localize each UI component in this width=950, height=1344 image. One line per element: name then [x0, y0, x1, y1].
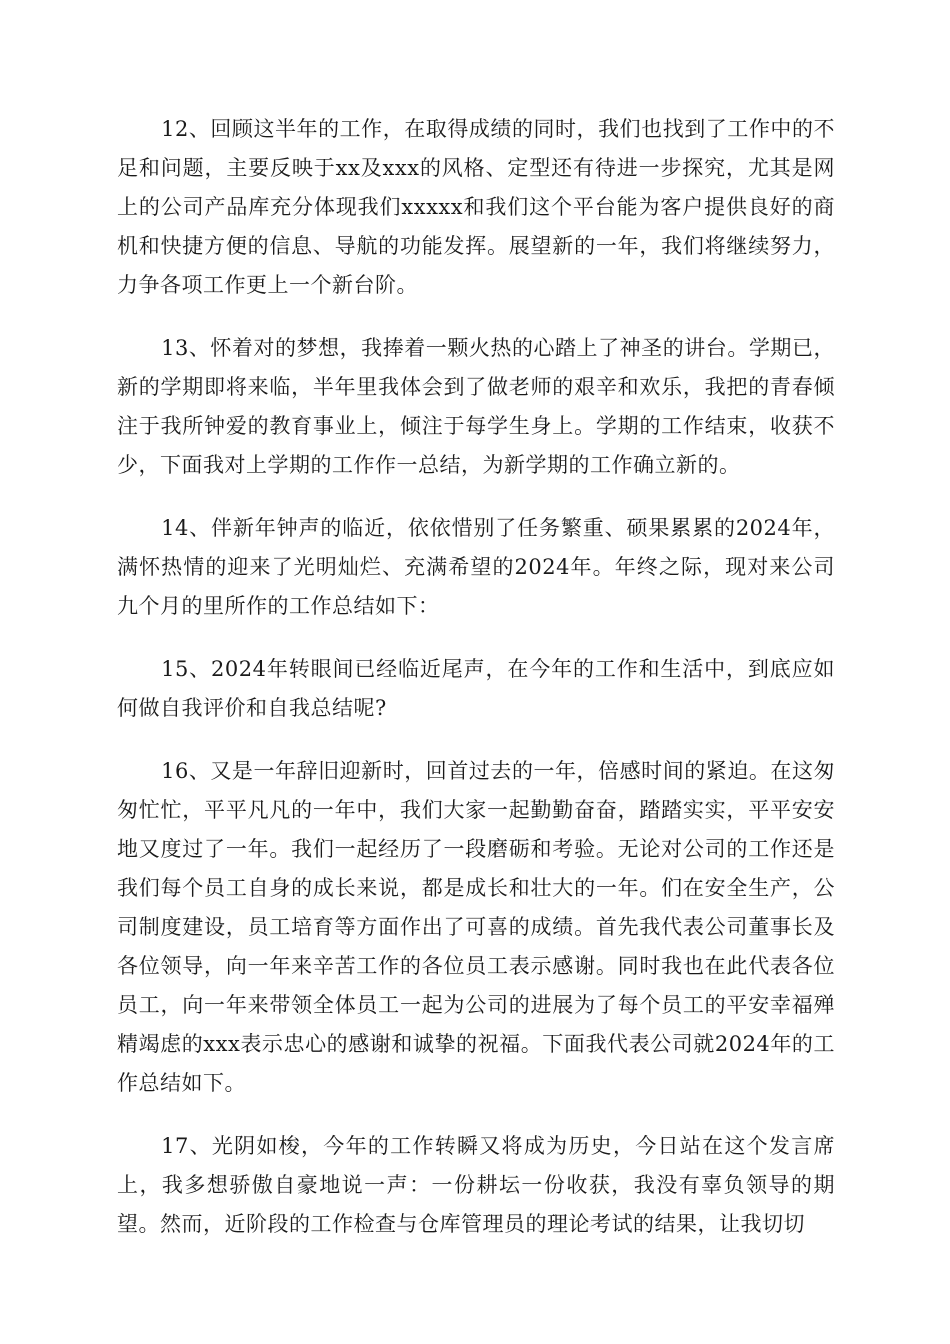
paragraph-13: 13、怀着对的梦想，我捧着一颗火热的心踏上了神圣的讲台。学期已，新的学期即将来临，半年里我体会到了做老师的艰辛和欢乐，我把的青春倾注于我所钟爱的教育事业上，倾注于每学生身上。学期的工作结束，收获不少，下面我对上学期的工作作一总结，为新学期的工作确立新的。	[117, 336, 835, 477]
paragraph-12: 12、回顾这半年的工作，在取得成绩的同时，我们也找到了工作中的不足和问题，主要反映于xx及xxx的风格、定型还有待进一步探究，尤其是网上的公司产品库充分体现我们xxxxx和我们这个平台能为客户提供良好的商机和快捷方便的信息、导航的功能发挥。展望新的一年，我们将继续努力，力争各项工作更上一个新台阶。	[117, 117, 835, 297]
paragraph-15: 15、2024年转眼间已经临近尾声，在今年的工作和生活中，到底应如何做自我评价和自我总结呢?	[117, 657, 835, 720]
paragraph-17: 17、光阴如梭，今年的工作转瞬又将成为历史，今日站在这个发言席上，我多想骄傲自豪地说一声：一份耕坛一份收获，我没有辜负领导的期望。然而，近阶段的工作检查与仓库管理员的理论考试的结果，让我切切	[117, 1134, 835, 1236]
paragraph-16: 16、又是一年辞旧迎新时，回首过去的一年，倍感时间的紧迫。在这匆匆忙忙，平平凡凡的一年中，我们大家一起勤勤奋奋，踏踏实实，平平安安地又度过了一年。我们一起经历了一段磨砺和考验。无论对公司的工作还是我们每个员工自身的成长来说，都是成长和壮大的一年。们在安全生产，公司制度建设，员工培育等方面作出了可喜的成绩。首先我代表公司董事长及各位领导，向一年来辛苦工作的各位员工表示感谢。同时我也在此代表各位员工，向一年来带领全体员工一起为公司的进展为了每个员工的平安幸福殚精竭虑的xxx表示忠心的感谢和诚挚的祝福。下面我代表公司就2024年的工作总结如下。	[117, 759, 835, 1095]
document-body	[117, 110, 835, 1268]
paragraph-14: 14、伴新年钟声的临近，依依惜别了任务繁重、硕果累累的2024年，满怀热情的迎来了光明灿烂、充满希望的2024年。年终之际，现对来公司九个月的里所作的工作总结如下：	[117, 516, 835, 618]
